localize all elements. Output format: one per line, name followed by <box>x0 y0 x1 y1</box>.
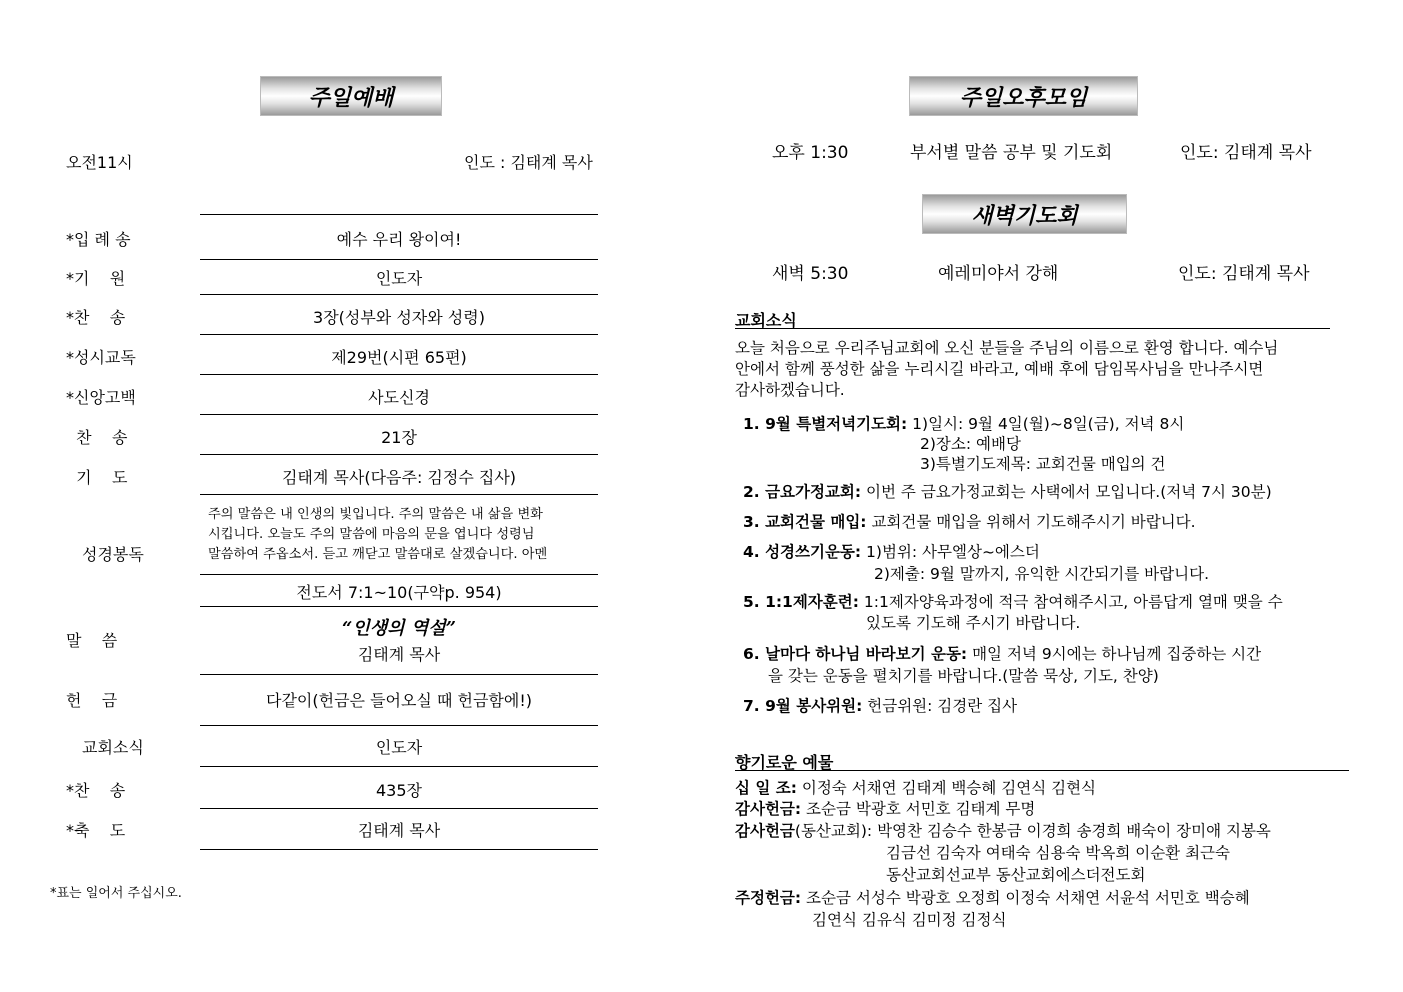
offering-head: 주정헌금: <box>735 889 802 907</box>
order-label: *찬 송 <box>66 781 126 800</box>
offering-names: 조순금 박광호 서민호 김태계 무명 <box>806 800 1036 818</box>
order-value: 김태계 목사 <box>357 821 441 840</box>
afternoon-banner: 주일오후모임 <box>909 76 1138 116</box>
afternoon-desc: 부서별 말씀 공부 및 기도회 <box>910 143 1113 163</box>
reading-label: 성경봉독 <box>82 545 144 564</box>
dawn-time: 새벽 5:30 <box>772 264 849 284</box>
offering-title-underline <box>735 770 1349 771</box>
order-value: 21장 <box>381 428 417 447</box>
offering-head: 감사헌금 <box>735 822 795 840</box>
table-line <box>200 334 598 335</box>
news-item-text: 이번 주 금요가정교회는 사택에서 모입니다.(저녁 7시 30분) <box>866 483 1272 501</box>
order-value: 인도자 <box>375 269 423 288</box>
news-item-head: 6. 날마다 하나님 바라보기 운동: <box>743 645 968 663</box>
sermon-title: “인생의 역설” <box>342 618 456 639</box>
order-label: 찬 송 <box>66 428 128 447</box>
offering-names: 김연식 김유식 김미정 김정식 <box>812 911 1007 929</box>
table-line <box>200 294 598 295</box>
news-item-1 <box>743 412 1184 434</box>
sermon-preacher: 김태계 목사 <box>357 645 441 664</box>
table-line <box>200 259 598 260</box>
order-label: *축 도 <box>66 821 126 840</box>
news-item-4 <box>743 540 1040 562</box>
news-item-5 <box>743 590 1283 612</box>
offering-title: 향기로운 예물 <box>735 753 834 772</box>
table-line <box>200 808 598 809</box>
order-value: 3장(성부와 성자와 성령) <box>313 308 485 327</box>
order-value: 김태계 목사(다음주: 김정수 집사) <box>281 468 517 487</box>
offering-names: 박영찬 김승수 한봉금 이경희 송경희 배숙이 장미애 지봉옥 <box>877 822 1271 840</box>
news-item-7 <box>743 694 1017 716</box>
news-item-text: 1)일시: 9월 4일(월)~8일(금), 저녁 8시 <box>912 415 1185 433</box>
news-item-head: 5. 1:1제자훈련: <box>743 593 859 611</box>
news-item-3 <box>743 510 1196 532</box>
news-item-head: 2. 금요가정교회: <box>743 483 862 501</box>
offering-head: 감사헌금: <box>735 800 802 818</box>
news-item-head: 1. 9월 특별저녁기도회: <box>743 415 908 433</box>
dawn-banner: 새벽기도회 <box>922 194 1127 234</box>
dawn-desc: 예레미야서 강해 <box>938 264 1059 284</box>
table-line <box>200 494 598 495</box>
reading-prayer <box>208 505 593 565</box>
offering-names: 김금선 김숙자 여태숙 심용숙 박옥희 이순환 최근숙 <box>886 844 1230 862</box>
prayer-line: 시킵니다. 오늘도 주의 말씀에 마음의 문을 엽니다 성령님 <box>208 527 535 542</box>
sermon-label: 말 씀 <box>66 631 118 650</box>
afternoon-leader: 인도: 김태계 목사 <box>1180 143 1312 163</box>
news-intro <box>735 338 1278 401</box>
table-line <box>200 674 598 675</box>
news-title: 교회소식 <box>735 311 797 330</box>
table-line <box>200 454 598 455</box>
news-item-text: 매일 저녁 9시에는 하나님께 집중하는 시간 <box>972 645 1262 663</box>
news-item-head: 4. 성경쓰기운동: <box>743 543 862 561</box>
table-line <box>200 414 598 415</box>
news-item-text: 2)제출: 9월 말까지, 유익한 시간되기를 바랍니다. <box>874 565 1209 583</box>
order-value: 사도신경 <box>368 388 430 407</box>
table-line <box>200 214 598 215</box>
news-item-text: 을 갖는 운동을 펼치기를 바랍니다.(말씀 묵상, 기도, 찬양) <box>768 667 1159 685</box>
order-value: 예수 우리 왕이여! <box>336 230 462 249</box>
intro-line: 감사하겠습니다. <box>735 381 845 399</box>
news-item-text: 1)범위: 사무엘상~에스더 <box>866 543 1040 561</box>
worship-leader: 인도 : 김태계 목사 <box>464 153 593 172</box>
news-item-text: 1:1제자양육과정에 적극 참여해주시고, 아름답게 열매 맺을 수 <box>863 593 1283 611</box>
table-line <box>200 374 598 375</box>
order-label: 기 도 <box>66 468 128 487</box>
offering-sub: (동산교회): <box>794 822 873 840</box>
offering-row <box>735 797 1035 819</box>
order-label: *신앙고백 <box>66 388 136 407</box>
intro-line: 오늘 처음으로 우리주님교회에 오신 분들을 주님의 이름으로 환영 합니다. 예수님 <box>735 339 1279 357</box>
offering-label: 헌 금 <box>66 691 118 710</box>
footnote: *표는 일어서 주십시오. <box>50 886 182 901</box>
order-label: 교회소식 <box>82 738 144 757</box>
intro-line: 안에서 함께 풍성한 삶을 누리시길 바라고, 예배 후에 담임목사님을 만나주시면 <box>735 360 1264 378</box>
offering-names: 이정숙 서채연 김태계 백승혜 김연식 김현식 <box>801 779 1097 797</box>
worship-banner: 주일예배 <box>260 76 442 116</box>
table-line <box>200 606 598 607</box>
offering-names: 동산교회선교부 동산교회에스더전도회 <box>886 866 1146 884</box>
worship-time: 오전11시 <box>66 153 133 172</box>
order-value: 제29번(시편 65편) <box>331 348 467 367</box>
news-item-head: 3. 교회건물 매입: <box>743 513 867 531</box>
news-item-text: 헌금위원: 김경란 집사 <box>867 697 1018 715</box>
news-item-text: 3)특별기도제목: 교회건물 매입의 건 <box>920 455 1166 473</box>
order-value: 인도자 <box>375 738 423 757</box>
offering-head: 십 일 조: <box>735 779 797 797</box>
news-item-text: 2)장소: 예배당 <box>920 435 1021 453</box>
afternoon-time: 오후 1:30 <box>772 143 849 163</box>
dawn-leader: 인도: 김태계 목사 <box>1178 264 1310 284</box>
prayer-line: 주의 말씀은 내 인생의 빛입니다. 주의 말씀은 내 삶을 변화 <box>208 507 543 522</box>
news-item-text: 교회건물 매입을 위해서 기도해주시기 바랍니다. <box>871 513 1196 531</box>
news-item-2 <box>743 480 1272 502</box>
table-line <box>200 849 598 850</box>
order-label: *성시교독 <box>66 348 136 367</box>
order-value: 435장 <box>376 781 422 800</box>
scripture: 전도서 7:1~10(구약p. 954) <box>296 583 502 602</box>
table-line <box>200 725 598 726</box>
offering-row <box>735 886 1250 908</box>
news-item-text: 있도록 기도해 주시기 바랍니다. <box>866 614 1081 632</box>
prayer-line: 말씀하여 주옵소서. 듣고 깨닫고 말씀대로 살겠습니다. 아멘 <box>208 547 548 562</box>
table-line <box>200 766 598 767</box>
news-item-6 <box>743 642 1261 664</box>
news-title-underline <box>735 328 1330 329</box>
offering-row <box>735 776 1096 798</box>
offering-row <box>735 819 1271 841</box>
news-item-head: 7. 9월 봉사위원: <box>743 697 863 715</box>
offering-value: 다같이(헌금은 들어오실 때 헌금함에!) <box>266 691 532 710</box>
offering-names: 조순금 서성수 박광호 오정희 이정숙 서채연 서윤석 서민호 백승혜 <box>806 889 1250 907</box>
order-label: *입 례 송 <box>66 230 131 249</box>
order-label: *찬 송 <box>66 308 126 327</box>
order-label: *기 원 <box>66 269 126 288</box>
table-line <box>200 574 598 575</box>
